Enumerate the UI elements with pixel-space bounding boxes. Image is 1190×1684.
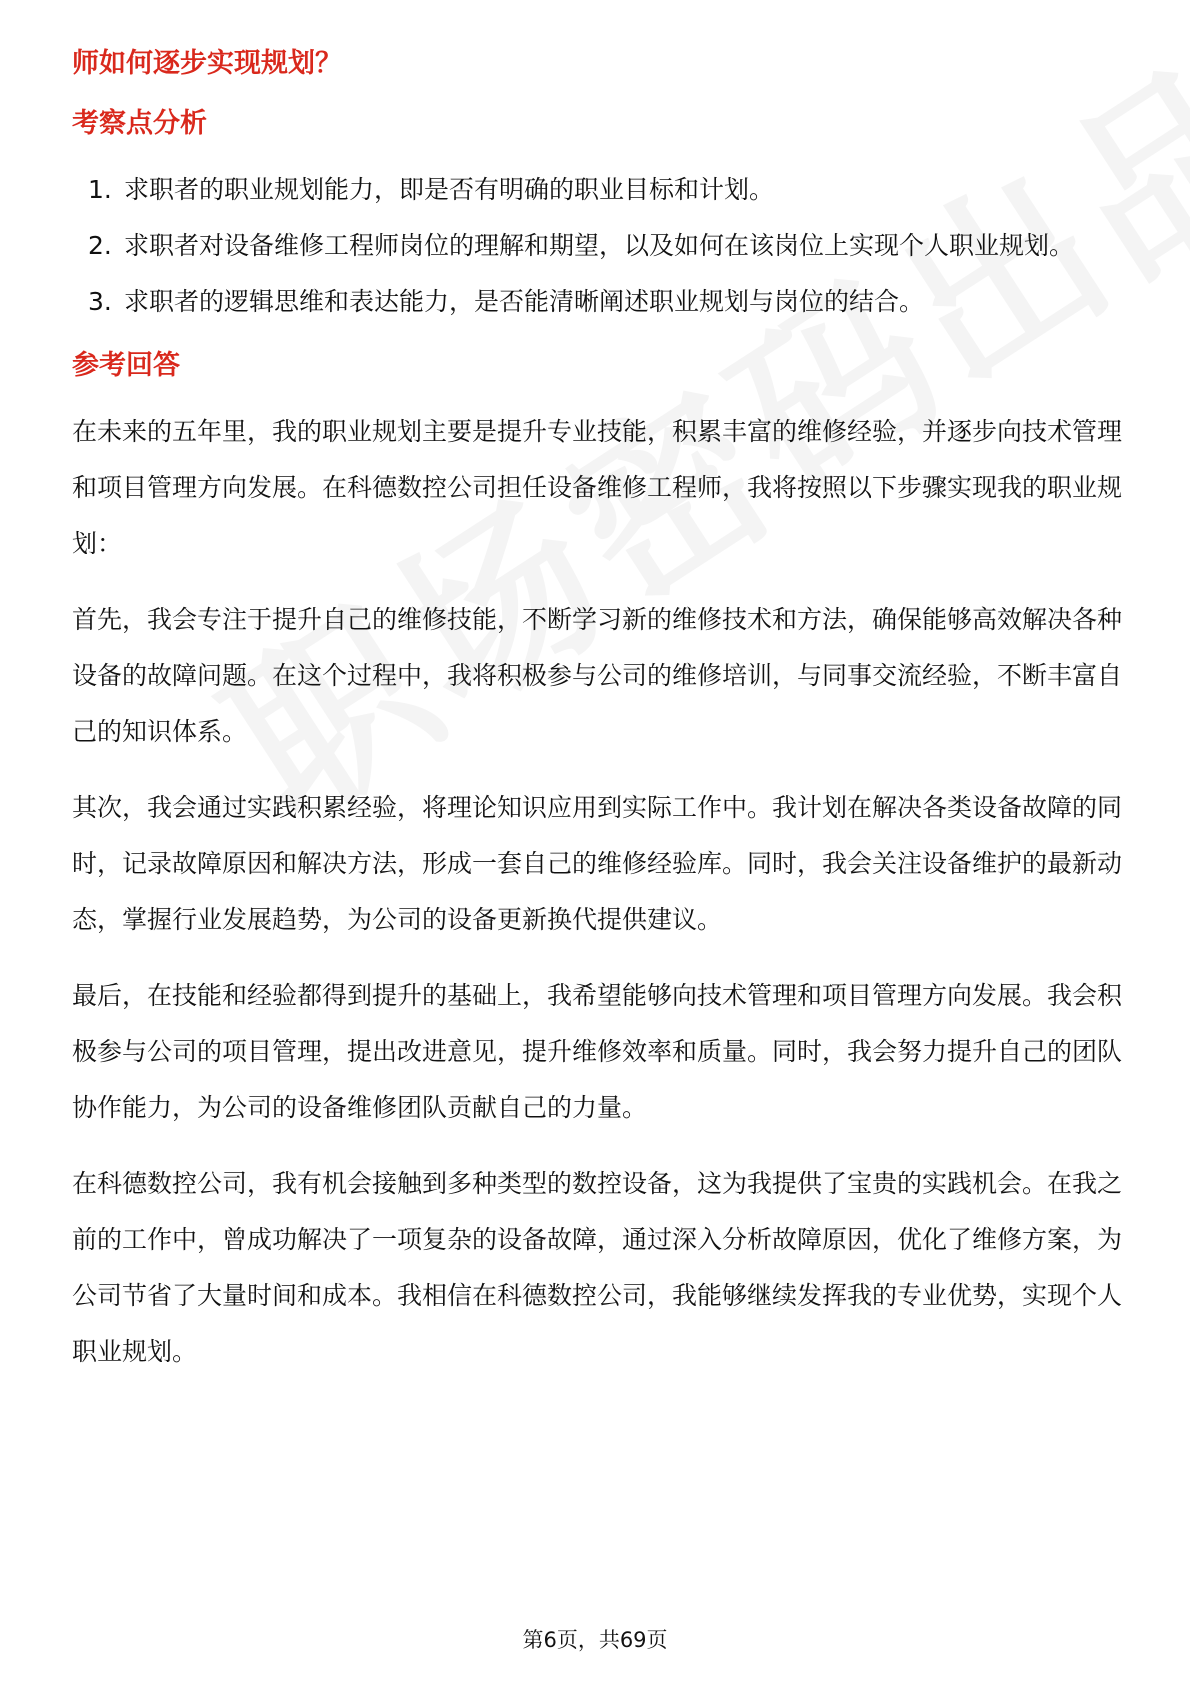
list-item-number: 1. xyxy=(88,175,112,204)
analysis-heading: 考察点分析 xyxy=(72,108,207,139)
list-item xyxy=(72,218,1122,274)
list-item-number: 2. xyxy=(88,231,112,260)
answer-paragraph: 在未来的五年里，我的职业规划主要是提升专业技能，积累丰富的维修经验，并逐步向技术管理和项目管理方向发展。在科德数控公司担任设备维修工程师，我将按照以下步骤实现我的职业规划： xyxy=(72,417,1123,558)
answer-paragraph: 首先，我会专注于提升自己的维修技能，不断学习新的维修技术和方法，确保能够高效解决各种设备的故障问题。在这个过程中，我将积极参与公司的维修培训，与同事交流经验，不断丰富自己的知识体系。 xyxy=(72,605,1123,746)
answer-paragraph: 其次，我会通过实践积累经验，将理论知识应用到实际工作中。我计划在解决各类设备故障的同时，记录故障原因和解决方法，形成一套自己的维修经验库。同时，我会关注设备维护的最新动态，掌握行业发展趋势，为公司的设备更新换代提供建议。 xyxy=(72,793,1123,934)
page-number: 第6页，共69页 xyxy=(522,1628,668,1652)
list-item-text: 求职者的逻辑思维和表达能力，是否能清晰阐述职业规划与岗位的结合。 xyxy=(124,287,925,316)
analysis-list xyxy=(72,162,1122,330)
page-content xyxy=(72,44,1122,1400)
list-item-text: 求职者对设备维修工程师岗位的理解和期望，以及如何在该岗位上实现个人职业规划。 xyxy=(124,231,1075,260)
answer-heading: 参考回答 xyxy=(72,350,180,381)
list-item xyxy=(72,162,1122,218)
list-item xyxy=(72,274,1122,330)
list-item-number: 3. xyxy=(88,287,112,316)
answer-paragraph: 最后，在技能和经验都得到提升的基础上，我希望能够向技术管理和项目管理方向发展。我会积极参与公司的项目管理，提出改进意见，提升维修效率和质量。同时，我会努力提升自己的团队协作能力，为公司的设备维修团队贡献自己的力量。 xyxy=(72,981,1123,1122)
question-heading: 师如何逐步实现规划？ xyxy=(72,48,342,79)
answer-paragraph: 在科德数控公司，我有机会接触到多种类型的数控设备，这为我提供了宝贵的实践机会。在我之前的工作中，曾成功解决了一项复杂的设备故障，通过深入分析故障原因，优化了维修方案，为公司节省了大量时间和成本。我相信在科德数控公司，我能够继续发挥我的专业优势，实现个人职业规划。 xyxy=(72,1169,1123,1366)
list-item-text: 求职者的职业规划能力，即是否有明确的职业目标和计划。 xyxy=(124,175,775,204)
